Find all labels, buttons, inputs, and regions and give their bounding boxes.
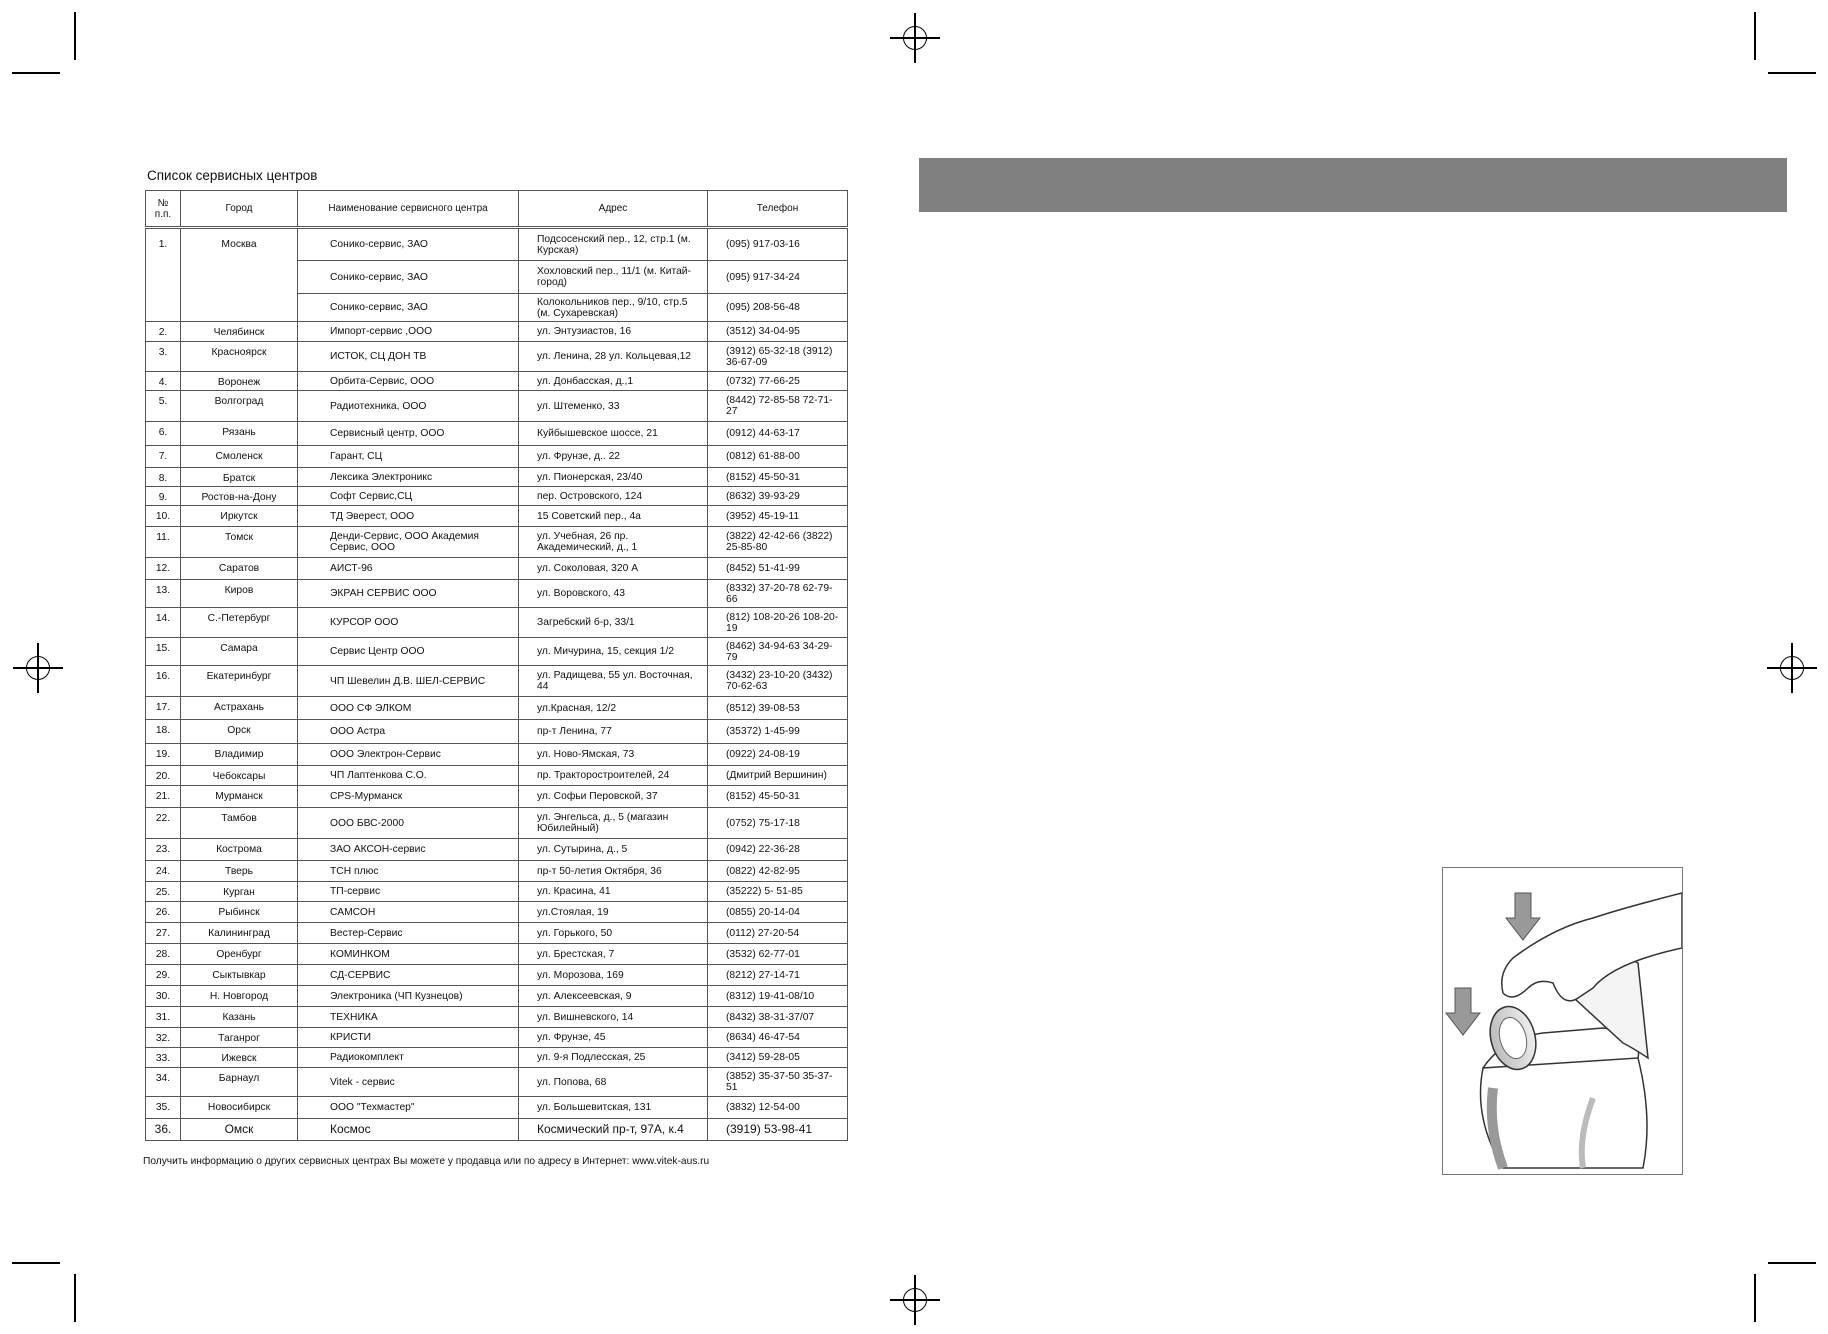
cell-phone: (812) 108-20-26 108-20-19	[708, 608, 848, 638]
cell-address: ул. Энгельса, д., 5 (магазин Юбилейный)	[519, 808, 708, 839]
crop-mark	[74, 12, 76, 60]
table-row	[146, 808, 848, 839]
cell-num: 33.	[146, 1048, 181, 1068]
cell-num: 24.	[146, 861, 181, 882]
cell-name: Импорт-сервис ,ООО	[298, 322, 519, 342]
cell-city: Орск	[181, 720, 298, 744]
cell-name: Сервис Центр ООО	[298, 638, 519, 666]
cell-city: Братск	[181, 468, 298, 487]
registration-mark-icon	[903, 26, 927, 50]
table-row	[146, 1028, 848, 1048]
cell-phone: (8432) 38-31-37/07	[708, 1007, 848, 1028]
cell-phone: (35372) 1-45-99	[708, 720, 848, 744]
table-row	[146, 986, 848, 1007]
table-row	[146, 786, 848, 808]
crop-mark	[1768, 72, 1816, 74]
cell-address: ул. Софьи Перовской, 37	[519, 786, 708, 808]
cell-num: 11.	[146, 527, 181, 558]
cell-phone: (095) 208-56-48	[708, 294, 848, 322]
cell-name: ООО БВС-2000	[298, 808, 519, 839]
cell-num: 28.	[146, 944, 181, 965]
cell-num: 20.	[146, 766, 181, 786]
cell-num: 36.	[146, 1119, 181, 1141]
cell-name: Орбита-Сервис, ООО	[298, 372, 519, 391]
cell-phone: (8332) 37-20-78 62-79-66	[708, 580, 848, 608]
cell-num: 29.	[146, 965, 181, 986]
cell-address: ул. Мичурина, 15, секция 1/2	[519, 638, 708, 666]
cell-name: Денди-Сервис, ООО Академия Сервис, ООО	[298, 527, 519, 558]
cell-name: Гарант, СЦ	[298, 446, 519, 468]
cell-phone: (3832) 12-54-00	[708, 1097, 848, 1119]
cell-phone: (3512) 34-04-95	[708, 322, 848, 342]
cell-phone: (8152) 45-50-31	[708, 786, 848, 808]
cell-address: Куйбышевское шоссе, 21	[519, 422, 708, 446]
cell-city: Самара	[181, 638, 298, 666]
cell-name: АИСТ-96	[298, 558, 519, 580]
table-row	[146, 487, 848, 506]
cell-num: 6.	[146, 422, 181, 446]
cell-city: Смоленск	[181, 446, 298, 468]
cell-name: Радиокомплект	[298, 1048, 519, 1068]
cell-num: 23.	[146, 839, 181, 861]
cell-address: пр-т Ленина, 77	[519, 720, 708, 744]
cell-name: Софт Сервис,СЦ	[298, 487, 519, 506]
cell-address: ул. Красина, 41	[519, 882, 708, 902]
table-row	[146, 558, 848, 580]
cell-name: Вестер-Сервис	[298, 923, 519, 944]
cell-city: Воронеж	[181, 372, 298, 391]
cell-phone: (0922) 24-08-19	[708, 744, 848, 766]
table-row	[146, 422, 848, 446]
cell-name: Сонико-сервис, ЗАО	[298, 228, 519, 261]
table-row	[146, 839, 848, 861]
cell-address: ул. Воровского, 43	[519, 580, 708, 608]
table-row	[146, 944, 848, 965]
cell-phone: (0732) 77-66-25	[708, 372, 848, 391]
cell-name: Радиотехника, ООО	[298, 391, 519, 422]
cell-phone: (3912) 65-32-18 (3912) 36-67-09	[708, 342, 848, 372]
cell-address: ул. Большевитская, 131	[519, 1097, 708, 1119]
cell-address: ул. 9-я Подлесская, 25	[519, 1048, 708, 1068]
cell-city: Чебоксары	[181, 766, 298, 786]
cell-phone: (0812) 61-88-00	[708, 446, 848, 468]
table-row	[146, 882, 848, 902]
header-phone: Телефон	[708, 191, 848, 228]
cell-address: ул. Ново-Ямская, 73	[519, 744, 708, 766]
cell-phone: (8442) 72-85-58 72-71-27	[708, 391, 848, 422]
cell-name: КОМИНКОМ	[298, 944, 519, 965]
cell-city: Ростов-на-Дону	[181, 487, 298, 506]
crop-mark	[12, 1262, 60, 1264]
table-row	[146, 638, 848, 666]
cell-phone: (8512) 39-08-53	[708, 697, 848, 720]
cell-city: Мурманск	[181, 786, 298, 808]
cell-address: ул. Алексеевская, 9	[519, 986, 708, 1007]
header-num: № п.п.	[146, 191, 181, 228]
cell-num: 25.	[146, 882, 181, 902]
table-row	[146, 1048, 848, 1068]
cell-name: Лексика Электроникс	[298, 468, 519, 487]
cell-phone: (8462) 34-94-63 34-29-79	[708, 638, 848, 666]
table-row	[146, 580, 848, 608]
cell-city: Рыбинск	[181, 902, 298, 923]
cell-address: ул. Горького, 50	[519, 923, 708, 944]
cell-city: Владимир	[181, 744, 298, 766]
cell-phone: (3952) 45-19-11	[708, 506, 848, 527]
cell-num: 8.	[146, 468, 181, 487]
cell-name: ООО "Техмастер"	[298, 1097, 519, 1119]
table-row	[146, 446, 848, 468]
table-row	[146, 697, 848, 720]
cell-num: 4.	[146, 372, 181, 391]
cell-num: 12.	[146, 558, 181, 580]
cell-address: ул. Фрунзе, 45	[519, 1028, 708, 1048]
cell-num: 5.	[146, 391, 181, 422]
cell-address: ул. Учебная, 26 пр. Академический, д., 1	[519, 527, 708, 558]
table-row	[146, 506, 848, 527]
cell-num: 32.	[146, 1028, 181, 1048]
table-row	[146, 965, 848, 986]
cell-city: Казань	[181, 1007, 298, 1028]
header-city: Город	[181, 191, 298, 228]
cell-phone: (0112) 27-20-54	[708, 923, 848, 944]
table-row	[146, 1068, 848, 1097]
table-row	[146, 923, 848, 944]
registration-mark-icon	[903, 1288, 927, 1312]
cell-city: Курган	[181, 882, 298, 902]
cell-phone: (Дмитрий Вершинин)	[708, 766, 848, 786]
cell-name: ЗАО АКСОН-сервис	[298, 839, 519, 861]
cell-city: Барнаул	[181, 1068, 298, 1097]
crop-mark	[74, 1274, 76, 1322]
cell-phone: (0942) 22-36-28	[708, 839, 848, 861]
cell-city: Томск	[181, 527, 298, 558]
cell-address: ул. Ленина, 28 ул. Кольцевая,12	[519, 342, 708, 372]
cell-address: Загребский б-р, 33/1	[519, 608, 708, 638]
cell-city: Новосибирск	[181, 1097, 298, 1119]
cell-num: 3.	[146, 342, 181, 372]
cell-num: 19.	[146, 744, 181, 766]
crop-mark	[1768, 1262, 1816, 1264]
cell-name: СД-СЕРВИС	[298, 965, 519, 986]
cell-name: КРИСТИ	[298, 1028, 519, 1048]
table-row	[146, 391, 848, 422]
footer-note: Получить информацию о других сервисных центрах Вы можете у продавца или по адресу в Интернет: www.vitek-aus.ru	[143, 1156, 710, 1167]
cell-city: Тверь	[181, 861, 298, 882]
cell-name: ЧП Лаптенкова С.О.	[298, 766, 519, 786]
cell-phone: (8152) 45-50-31	[708, 468, 848, 487]
cell-name: ООО СФ ЭЛКОМ	[298, 697, 519, 720]
cell-city: Калининград	[181, 923, 298, 944]
table-row	[146, 744, 848, 766]
cell-num: 16.	[146, 666, 181, 697]
cell-name: Космос	[298, 1119, 519, 1141]
cell-name: Электроника (ЧП Кузнецов)	[298, 986, 519, 1007]
cell-num: 14.	[146, 608, 181, 638]
cell-address: ул. Радищева, 55 ул. Восточная, 44	[519, 666, 708, 697]
registration-mark-icon	[26, 656, 50, 680]
cell-phone: (0822) 42-82-95	[708, 861, 848, 882]
table-row	[146, 666, 848, 697]
cell-name: ИСТОК, СЦ ДОН ТВ	[298, 342, 519, 372]
cell-address: ул. Штеменко, 33	[519, 391, 708, 422]
cell-name: САМСОН	[298, 902, 519, 923]
cell-name: CPS-Мурманск	[298, 786, 519, 808]
cell-city: Волгоград	[181, 391, 298, 422]
crop-mark	[1754, 12, 1756, 60]
cell-num: 13.	[146, 580, 181, 608]
table-header-row	[146, 191, 848, 228]
cell-phone: (3852) 35-37-50 35-37-51	[708, 1068, 848, 1097]
cell-num: 34.	[146, 1068, 181, 1097]
cell-address: ул. Фрунзе, д.. 22	[519, 446, 708, 468]
cell-num: 26.	[146, 902, 181, 923]
cell-num: 7.	[146, 446, 181, 468]
cell-address: Хохловский пер., 11/1 (м. Китай-город)	[519, 261, 708, 294]
cell-phone: (8312) 19-41-08/10	[708, 986, 848, 1007]
table-row	[146, 527, 848, 558]
cell-address: ул. Донбасская, д.,1	[519, 372, 708, 391]
cell-city: Омск	[181, 1119, 298, 1141]
cell-city: Киров	[181, 580, 298, 608]
cell-address: ул.Стоялая, 19	[519, 902, 708, 923]
table-row	[146, 902, 848, 923]
cell-city: Челябинск	[181, 322, 298, 342]
header-name: Наименование сервисного центра	[298, 191, 519, 228]
page-title: Список сервисных центров	[147, 168, 318, 183]
cell-city: Иркутск	[181, 506, 298, 527]
cell-phone: (3919) 53-98-41	[708, 1119, 848, 1141]
cell-num: 27.	[146, 923, 181, 944]
cell-name: ООО Электрон-Сервис	[298, 744, 519, 766]
cell-num: 1.	[146, 228, 181, 322]
cell-address: ул. Энтузиастов, 16	[519, 322, 708, 342]
cell-city: Ижевск	[181, 1048, 298, 1068]
cell-address: ул. Попова, 68	[519, 1068, 708, 1097]
crop-mark	[1754, 1274, 1756, 1322]
cell-num: 21.	[146, 786, 181, 808]
cell-phone: (8452) 51-41-99	[708, 558, 848, 580]
cell-name: Сонико-сервис, ЗАО	[298, 261, 519, 294]
cell-phone: (35222) 5- 51-85	[708, 882, 848, 902]
cell-address: ул. Сутырина, д., 5	[519, 839, 708, 861]
cell-phone: (8634) 46-47-54	[708, 1028, 848, 1048]
table-row	[146, 861, 848, 882]
cell-city: Н. Новгород	[181, 986, 298, 1007]
cell-address: пер. Островского, 124	[519, 487, 708, 506]
cell-city: Кострома	[181, 839, 298, 861]
cell-name: Vitek - сервис	[298, 1068, 519, 1097]
table-row	[146, 228, 848, 261]
cell-phone: (8212) 27-14-71	[708, 965, 848, 986]
cell-city: Рязань	[181, 422, 298, 446]
cell-num: 31.	[146, 1007, 181, 1028]
table-row	[146, 342, 848, 372]
cell-phone: (8632) 39-93-29	[708, 487, 848, 506]
table-row	[146, 1097, 848, 1119]
cell-phone: (3822) 42-42-66 (3822) 25-85-80	[708, 527, 848, 558]
cell-name: ООО Астра	[298, 720, 519, 744]
cell-address: ул. Морозова, 169	[519, 965, 708, 986]
cell-phone: (0855) 20-14-04	[708, 902, 848, 923]
cell-name: ТД Эверест, ООО	[298, 506, 519, 527]
table-row	[146, 1007, 848, 1028]
cell-city: Таганрог	[181, 1028, 298, 1048]
cell-num: 17.	[146, 697, 181, 720]
table-row	[146, 608, 848, 638]
cell-phone: (3412) 59-28-05	[708, 1048, 848, 1068]
crop-mark	[12, 72, 60, 74]
cell-city: Саратов	[181, 558, 298, 580]
cell-city: Екатеринбург	[181, 666, 298, 697]
cell-city: Москва	[181, 228, 298, 322]
cell-name: ТП-сервис	[298, 882, 519, 902]
cell-address: ул. Пионерская, 23/40	[519, 468, 708, 487]
cell-city: Красноярск	[181, 342, 298, 372]
cell-address: пр. Тракторостроителей, 24	[519, 766, 708, 786]
cell-city: С.-Петербург	[181, 608, 298, 638]
cell-num: 22.	[146, 808, 181, 839]
registration-mark-icon	[1780, 656, 1804, 680]
cell-phone: (3532) 62-77-01	[708, 944, 848, 965]
kettle-filter-icon	[1442, 867, 1683, 1175]
service-centers-table	[145, 190, 848, 1141]
cell-num: 18.	[146, 720, 181, 744]
cell-city: Астрахань	[181, 697, 298, 720]
cell-address: ул. Брестская, 7	[519, 944, 708, 965]
cell-phone: (0752) 75-17-18	[708, 808, 848, 839]
cell-name: ЧП Шевелин Д.В. ШЕЛ-СЕРВИС	[298, 666, 519, 697]
cell-num: 15.	[146, 638, 181, 666]
cell-num: 30.	[146, 986, 181, 1007]
cell-name: Сервисный центр, ООО	[298, 422, 519, 446]
cell-address: 15 Советский пер., 4а	[519, 506, 708, 527]
cell-name: КУРСОР ООО	[298, 608, 519, 638]
cell-city: Тамбов	[181, 808, 298, 839]
cell-address: Колокольников пер., 9/10, стр.5 (м. Сухаревская)	[519, 294, 708, 322]
cell-name: ЭКРАН СЕРВИС ООО	[298, 580, 519, 608]
cell-num: 2.	[146, 322, 181, 342]
cell-name: ТЕХНИКА	[298, 1007, 519, 1028]
cell-city: Сыктывкар	[181, 965, 298, 986]
table-row	[146, 766, 848, 786]
cell-name: Сонико-сервис, ЗАО	[298, 294, 519, 322]
cell-address: Космический пр-т, 97А, к.4	[519, 1119, 708, 1141]
cell-address: пр-т 50-летия Октября, 36	[519, 861, 708, 882]
cell-phone: (095) 917-34-24	[708, 261, 848, 294]
cell-name: ТСН плюс	[298, 861, 519, 882]
header-address: Адрес	[519, 191, 708, 228]
cell-address: ул. Вишневского, 14	[519, 1007, 708, 1028]
cell-city: Оренбург	[181, 944, 298, 965]
table-row	[146, 468, 848, 487]
table-row	[146, 1119, 848, 1141]
cell-num: 35.	[146, 1097, 181, 1119]
cell-phone: (0912) 44-63-17	[708, 422, 848, 446]
table-row	[146, 720, 848, 744]
table-row	[146, 322, 848, 342]
cell-address: ул.Красная, 12/2	[519, 697, 708, 720]
cell-address: Подсосенский пер., 12, стр.1 (м. Курская)	[519, 228, 708, 261]
table-row	[146, 372, 848, 391]
cell-phone: (095) 917-03-16	[708, 228, 848, 261]
cell-address: ул. Соколовая, 320 А	[519, 558, 708, 580]
section-header-bar	[919, 158, 1787, 212]
cell-num: 10.	[146, 506, 181, 527]
cell-phone: (3432) 23-10-20 (3432) 70-62-63	[708, 666, 848, 697]
cell-num: 9.	[146, 487, 181, 506]
